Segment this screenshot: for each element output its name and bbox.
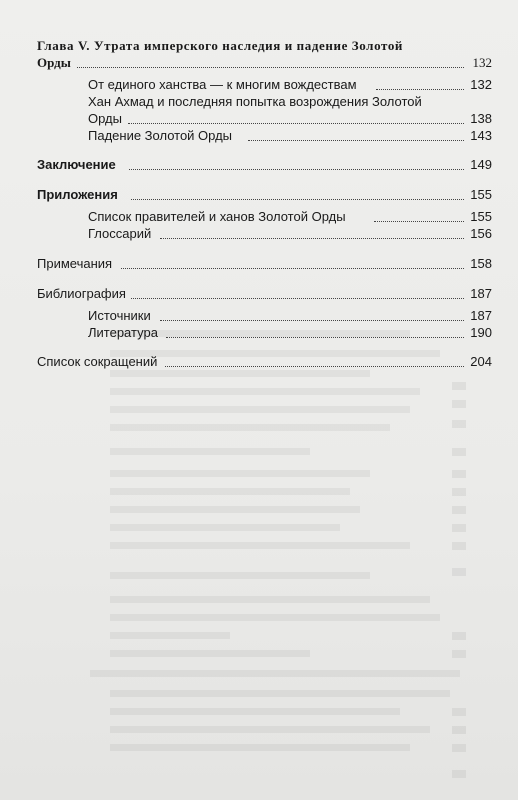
page-number: 143 bbox=[470, 128, 492, 143]
item-label: От единого ханства — к многим вождествам bbox=[88, 77, 357, 92]
page-number: 190 bbox=[470, 325, 492, 340]
show-through-text bbox=[0, 300, 518, 800]
page-number: 138 bbox=[470, 111, 492, 126]
toc-item[interactable] bbox=[88, 128, 492, 144]
page-number: 132 bbox=[472, 55, 492, 70]
dot-leader bbox=[131, 298, 464, 299]
dot-leader bbox=[166, 337, 464, 338]
dot-leader bbox=[165, 366, 464, 367]
page-number: 158 bbox=[470, 256, 492, 271]
toc-chapter-5-line2[interactable] bbox=[37, 55, 492, 71]
dot-leader bbox=[121, 268, 464, 269]
page-number: 132 bbox=[470, 77, 492, 92]
toc-bibliography[interactable] bbox=[37, 286, 492, 302]
toc-item[interactable] bbox=[88, 77, 492, 93]
dot-leader bbox=[128, 123, 464, 124]
dot-leader bbox=[160, 320, 464, 321]
item-label: Источники bbox=[88, 308, 151, 323]
section-label: Заключение bbox=[37, 157, 116, 172]
section-label: Приложения bbox=[37, 187, 118, 202]
toc-item[interactable] bbox=[88, 209, 492, 225]
page-number: 155 bbox=[470, 187, 492, 202]
page-number: 155 bbox=[470, 209, 492, 224]
item-label: Список правителей и ханов Золотой Орды bbox=[88, 209, 346, 224]
page-number: 149 bbox=[470, 157, 492, 172]
chapter-title-line1: Глава V. Утрата имперского наследия и падение Золотой bbox=[37, 38, 404, 53]
toc-chapter-5[interactable] bbox=[37, 38, 492, 54]
dot-leader bbox=[376, 89, 464, 90]
page-number: 187 bbox=[470, 308, 492, 323]
toc-item[interactable] bbox=[88, 226, 492, 242]
dot-leader bbox=[160, 238, 464, 239]
dot-leader bbox=[77, 67, 464, 68]
toc-item[interactable] bbox=[88, 94, 492, 110]
toc-appendix[interactable] bbox=[37, 187, 492, 203]
toc-notes[interactable] bbox=[37, 256, 492, 272]
page-number: 204 bbox=[470, 354, 492, 369]
toc-conclusion[interactable] bbox=[37, 157, 492, 173]
dot-leader bbox=[248, 140, 464, 141]
section-label: Список сокращений bbox=[37, 354, 158, 369]
item-label: Падение Золотой Орды bbox=[88, 128, 233, 143]
section-label: Библиография bbox=[37, 286, 126, 301]
dot-leader bbox=[374, 221, 464, 222]
toc-item-line2[interactable] bbox=[88, 111, 492, 127]
item-label: Глоссарий bbox=[88, 226, 152, 241]
item-label: Литература bbox=[88, 325, 158, 340]
page-number: 156 bbox=[470, 226, 492, 241]
item-label-line1: Хан Ахмад и последняя попытка возрождения Золотой bbox=[88, 94, 422, 109]
item-label-line2: Орды bbox=[88, 111, 122, 126]
section-label: Примечания bbox=[37, 256, 113, 271]
dot-leader bbox=[129, 169, 464, 170]
dot-leader bbox=[131, 199, 464, 200]
toc-item[interactable] bbox=[88, 325, 492, 341]
chapter-title-line2: Орды bbox=[37, 55, 71, 70]
page-number: 187 bbox=[470, 286, 492, 301]
toc-abbreviations[interactable] bbox=[37, 354, 492, 370]
toc-item[interactable] bbox=[88, 308, 492, 324]
